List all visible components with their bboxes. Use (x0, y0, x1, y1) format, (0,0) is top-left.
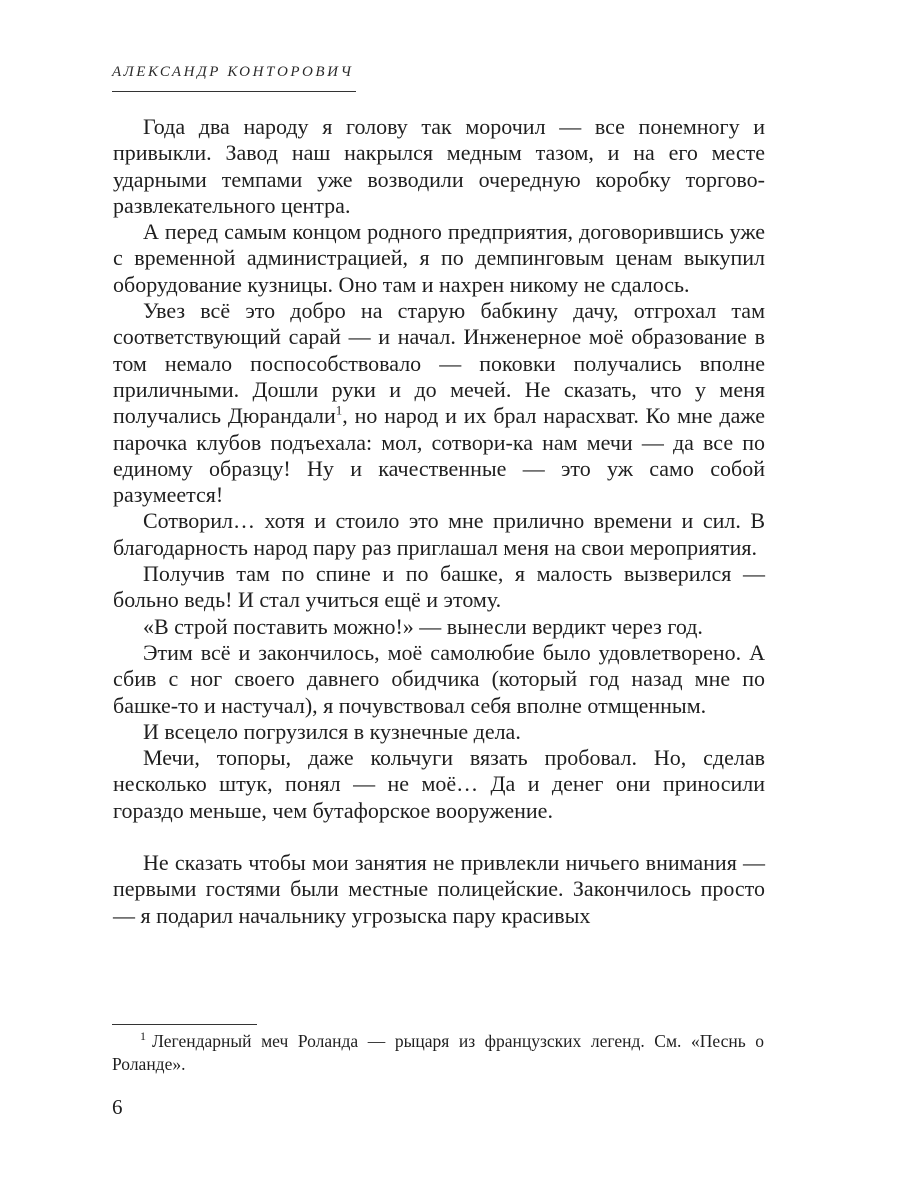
footnote-number: 1 (140, 1029, 146, 1044)
paragraph: «В строй поставить можно!» — вынесли вердикт через год. (143, 613, 703, 639)
footnote-text: Легендарный меч Роланда — рыцаря из французских легенд. См. «Песнь о Роланде». (112, 1031, 764, 1074)
paragraph: Не сказать чтобы мои занятия не привлекли ничьего внимания — первыми гостями были местные полицейские. Закончилось просто — я подарил начальнику угрозыска пару красивых (113, 850, 765, 928)
running-head-author: АЛЕКСАНДР КОНТОРОВИЧ (112, 64, 354, 80)
paragraph-with-footnote (113, 298, 765, 508)
body-text (113, 114, 765, 929)
paragraph: А перед самым концом родного предприятия, договорившись уже с временной администрацией, я по демпинговым ценам выкупил оборудование кузницы. Оно там и нахрен никому не сдалось. (113, 219, 765, 297)
paragraph-text: , но народ и их брал нарасхват. Ко мне даже парочка клубов подъехала: мол, сотвори-ка нам мечи — да все по единому образцу! Ну и качественные — это уж само собой разумеется! (113, 403, 766, 508)
paragraph: Получив там по спине и по башке, я малость вызверился — больно ведь! И стал учиться ещё и этому. (113, 561, 765, 613)
footnote-rule (112, 1024, 257, 1025)
paragraph-text: Увез всё это добро на старую бабкину дачу, отгрохал там соответствующий сарай — и начал. Инженерное моё образование в том немало поспособствовало — поковки получались вполне приличными. Дошли руки и до мечей. Не сказать, что у меня получались Дюрандали (113, 298, 765, 429)
footnote (112, 1030, 764, 1076)
paragraph: И всецело погрузился в кузнечные дела. (143, 718, 521, 744)
paragraph: Мечи, топоры, даже кольчуги вязать пробовал. Но, сделав несколько штук, понял — не моё… Да и денег они приносили гораздо меньше, чем бутафорское вооружение. (113, 745, 765, 823)
header-rule (112, 91, 356, 92)
page-number: 6 (112, 1095, 123, 1119)
paragraph: Года два народу я голову так морочил — все понемногу и привыкли. Завод наш накрылся медным тазом, и на его месте ударными темпами уже возводили очередную коробку торгово-развлекательного центра. (113, 114, 765, 218)
paragraph: Этим всё и закончилось, моё самолюбие было удовлетворено. А сбив с ног своего давнего обидчика (который год назад мне по башке-то и настучал), я почувствовал себя вполне отмщенным. (113, 639, 765, 718)
footnote-reference[interactable]: 1 (335, 402, 343, 418)
paragraph: Сотворил… хотя и стоило это мне прилично времени и сил. В благодарность народ пару раз приглашал меня на свои мероприятия. (113, 508, 765, 560)
